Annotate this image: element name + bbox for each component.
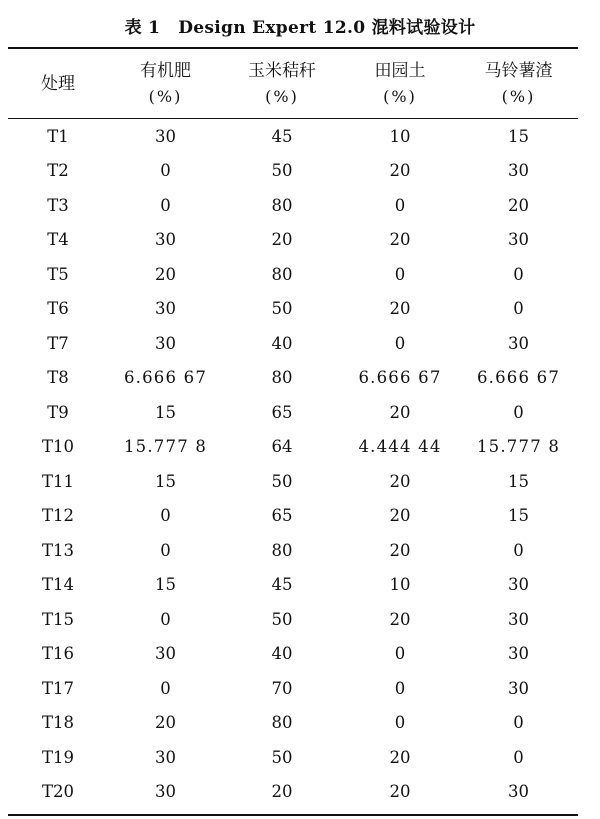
table-cell: T14 [41, 575, 74, 595]
table-cell: 20 [155, 264, 176, 284]
table-cell: 30 [155, 782, 176, 802]
table-cell: 0 [513, 299, 524, 319]
table-cell: 30 [508, 575, 529, 595]
table-cell: 50 [271, 161, 293, 181]
table-number: 表 1 [124, 18, 161, 38]
table-cell: T13 [41, 540, 74, 560]
header-label: 有机肥 [140, 61, 191, 81]
table-cell: 20 [271, 230, 293, 250]
header-corn-straw [223, 52, 341, 116]
table-cell: 30 [508, 161, 529, 181]
header-unit: (%) [501, 87, 536, 106]
table-cell: 30 [508, 333, 529, 353]
header-label: 田园土 [374, 61, 426, 81]
table-cell: 20 [508, 195, 529, 215]
table-cell: T4 [47, 230, 69, 250]
table-cell: 40 [271, 333, 293, 353]
table-cell: 30 [155, 747, 176, 767]
table-cell: 20 [389, 161, 411, 181]
table-cell: T11 [41, 471, 74, 491]
table-cell: T18 [41, 713, 74, 733]
table-cell: 15 [155, 471, 176, 491]
table-cell: 20 [389, 402, 411, 422]
table-cell: 0 [160, 195, 171, 215]
table-cell: 20 [389, 747, 411, 767]
table-cell: T1 [47, 126, 69, 146]
table-row [8, 533, 578, 568]
table-cell: 20 [389, 609, 411, 629]
table-cell: 65 [271, 506, 293, 526]
table-cell: 20 [389, 782, 411, 802]
table-cell: 30 [155, 126, 176, 146]
table-cell: 0 [394, 195, 406, 215]
table-cell: 10 [389, 126, 411, 146]
table-row [8, 671, 578, 706]
table-cell: 70 [271, 678, 293, 698]
table-row [8, 154, 578, 189]
table-cell: 0 [160, 678, 171, 698]
table-cell: 20 [389, 540, 411, 560]
table-cell: 0 [394, 333, 406, 353]
header-garden-soil [341, 52, 459, 116]
table-cell: 6.666 67 [123, 368, 208, 388]
table-cell: 15 [508, 126, 529, 146]
table-cell: 0 [394, 713, 406, 733]
table-cell: T9 [47, 402, 69, 422]
header-unit: (%) [265, 87, 299, 106]
table-cell: 20 [271, 782, 293, 802]
table-row [8, 188, 578, 223]
table-row [8, 464, 578, 499]
header-label: 马铃薯渣 [484, 61, 553, 81]
table-cell: 30 [508, 782, 529, 802]
table-cell: T10 [41, 437, 74, 457]
table-cell: 0 [513, 402, 524, 422]
table-cell: 15 [155, 402, 176, 422]
table-cell: T8 [47, 368, 69, 388]
table-cell: 20 [155, 713, 176, 733]
table-cell: 50 [271, 299, 293, 319]
table-cell: T5 [47, 264, 69, 284]
bottom-rule [8, 814, 578, 816]
table-cell: 65 [271, 402, 293, 422]
table-cell: 50 [271, 609, 293, 629]
table-body [8, 119, 578, 809]
table-cell: 15 [155, 575, 176, 595]
table-cell: 4.444 44 [358, 437, 442, 457]
table-cell: 15.777 8 [123, 437, 208, 457]
header-unit: (%) [148, 87, 183, 106]
table-cell: 0 [513, 747, 524, 767]
table-caption [0, 13, 600, 38]
table-cell: 0 [160, 161, 171, 181]
table-cell: 0 [160, 506, 171, 526]
table-cell: T17 [41, 678, 74, 698]
header-label: 玉米秸秆 [248, 61, 316, 81]
header-treatment [8, 52, 108, 116]
table-cell: 0 [394, 678, 406, 698]
table-cell: 30 [508, 230, 529, 250]
table-cell: 20 [389, 299, 411, 319]
table-row [8, 602, 578, 637]
table-cell: 50 [271, 747, 293, 767]
table-cell: 0 [513, 540, 524, 560]
table-cell: T6 [47, 299, 69, 319]
header-organic-fertilizer [108, 52, 223, 116]
table-cell: 0 [513, 713, 524, 733]
table-cell: T20 [41, 782, 74, 802]
table-cell: 10 [389, 575, 411, 595]
table-row [8, 326, 578, 361]
table-cell: 80 [271, 368, 293, 388]
table-cell: T15 [41, 609, 74, 629]
table-cell: T12 [41, 506, 74, 526]
table-row [8, 637, 578, 672]
table-cell: 30 [155, 230, 176, 250]
table-cell: T2 [47, 161, 69, 181]
table-cell: 80 [271, 195, 293, 215]
table-row [8, 430, 578, 465]
table-cell: 15.777 8 [476, 437, 561, 457]
table-cell: 6.666 67 [358, 368, 442, 388]
table-cell: T19 [41, 747, 74, 767]
table-cell: 64 [271, 437, 293, 457]
table-cell: 45 [271, 575, 293, 595]
table-cell: 30 [155, 333, 176, 353]
table-cell: T7 [47, 333, 69, 353]
table-row [8, 775, 578, 810]
table-cell: 45 [271, 126, 293, 146]
table-cell: 15 [508, 506, 529, 526]
table-cell: 30 [155, 644, 176, 664]
table-title: Design Expert 12.0 混料试验设计 [178, 18, 476, 38]
table-cell: 30 [155, 299, 176, 319]
top-rule [8, 47, 578, 49]
table-cell: 20 [389, 506, 411, 526]
table-header [8, 52, 578, 116]
table-row [8, 292, 578, 327]
table-row [8, 361, 578, 396]
header-label: 处理 [41, 73, 75, 94]
table-row [8, 568, 578, 603]
table-cell: 80 [271, 540, 293, 560]
table-row [8, 223, 578, 258]
table-row [8, 706, 578, 741]
table-row [8, 499, 578, 534]
table-cell: T16 [41, 644, 74, 664]
table-cell: 0 [160, 540, 171, 560]
table-cell: 0 [394, 644, 406, 664]
table-cell: 20 [389, 471, 411, 491]
table-cell: 30 [508, 678, 529, 698]
table-cell: T3 [47, 195, 69, 215]
table-row [8, 395, 578, 430]
table-row [8, 119, 578, 154]
table-cell: 80 [271, 713, 293, 733]
table-cell: 15 [508, 471, 529, 491]
table-row [8, 257, 578, 292]
table-cell: 0 [394, 264, 406, 284]
table-cell: 20 [389, 230, 411, 250]
table-cell: 50 [271, 471, 293, 491]
table-cell: 40 [271, 644, 293, 664]
table-row [8, 740, 578, 775]
header-potato-residue [459, 52, 578, 116]
table-cell: 30 [508, 609, 529, 629]
table-cell: 6.666 67 [476, 368, 561, 388]
table-cell: 30 [508, 644, 529, 664]
table-cell: 80 [271, 264, 293, 284]
header-unit: (%) [383, 87, 417, 106]
table-cell: 0 [160, 609, 171, 629]
table-cell: 0 [513, 264, 524, 284]
